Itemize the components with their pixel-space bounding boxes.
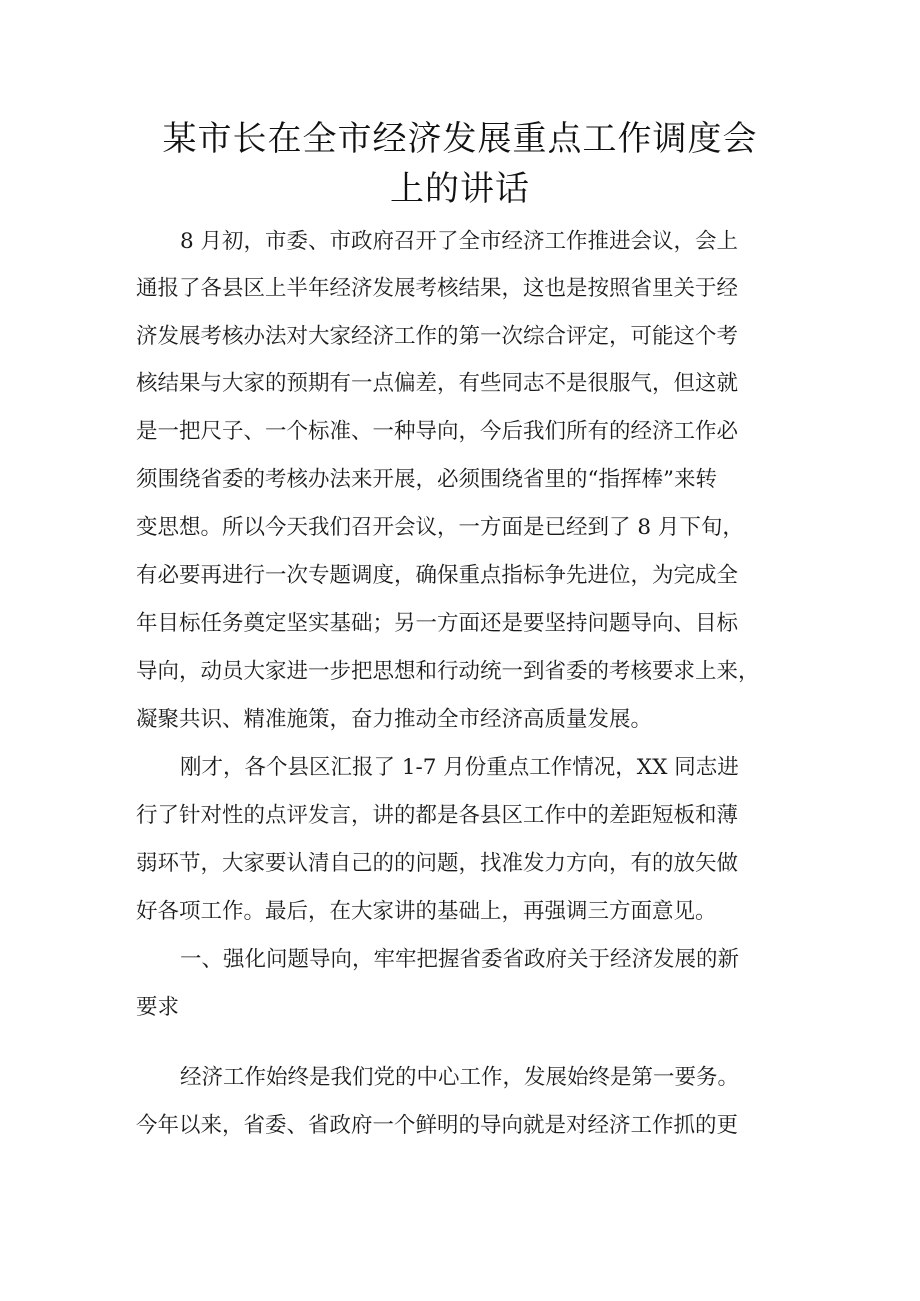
paragraph-2-line: 弱环节，大家要认清自己的的问题，找准发力方向，有的放矢做 (136, 851, 739, 876)
paragraph-1-line: 是一把尺子、一个标准、一种导向，今后我们所有的经济工作必 (136, 419, 739, 444)
paragraph-1-line: 通报了各县区上半年经济发展考核结果，这也是按照省里关于经 (136, 276, 739, 301)
paragraph-2-line: 刚才，各个县区汇报了 1-7 月份重点工作情况，XX 同志进 (180, 755, 739, 780)
paragraph-1-line: 须围绕省委的考核办法来开展，必须围绕省里的“指挥棒”来转 (136, 467, 717, 492)
paragraph-1-line: 有必要再进行一次专题调度，确保重点指标争先进位，为完成全 (136, 563, 739, 588)
paragraph-1-line: 凝聚共识、精准施策，奋力推动全市经济高质量发展。 (136, 707, 653, 732)
document-title-line-1: 某市长在全市经济发展重点工作调度会 (162, 119, 758, 159)
document-title-line-2: 上的讲话 (390, 169, 530, 209)
paragraph-1-line: 核结果与大家的预期有一点偏差，有些同志不是很服气，但这就 (136, 371, 739, 396)
paragraph-1-line: 济发展考核办法对大家经济工作的第一次综合评定，可能这个考 (136, 324, 739, 349)
paragraph-1-line: 年目标任务奠定坚实基础；另一方面还是要坚持问题导向、目标 (136, 611, 739, 636)
section-heading-line: 一、强化问题导向，牢牢把握省委省政府关于经济发展的新 (180, 947, 740, 972)
paragraph-1-line: 8 月初，市委、市政府召开了全市经济工作推进会议，会上 (180, 229, 739, 254)
paragraph-1-line: 导向，动员大家进一步把思想和行动统一到省委的考核要求上来， (136, 659, 760, 684)
paragraph-2-line: 好各项工作。最后，在大家讲的基础上，再强调三方面意见。 (136, 899, 717, 924)
section-heading-line: 要求 (136, 995, 180, 1020)
paragraph-3-line: 经济工作始终是我们党的中心工作，发展始终是第一要务。 (180, 1065, 740, 1090)
paragraph-1-line: 变思想。所以今天我们召开会议，一方面是已经到了 8 月下旬， (136, 515, 744, 540)
paragraph-2-line: 行了针对性的点评发言，讲的都是各县区工作中的差距短板和薄 (136, 803, 739, 828)
paragraph-3-line: 今年以来，省委、省政府一个鲜明的导向就是对经济工作抓的更 (136, 1113, 739, 1138)
